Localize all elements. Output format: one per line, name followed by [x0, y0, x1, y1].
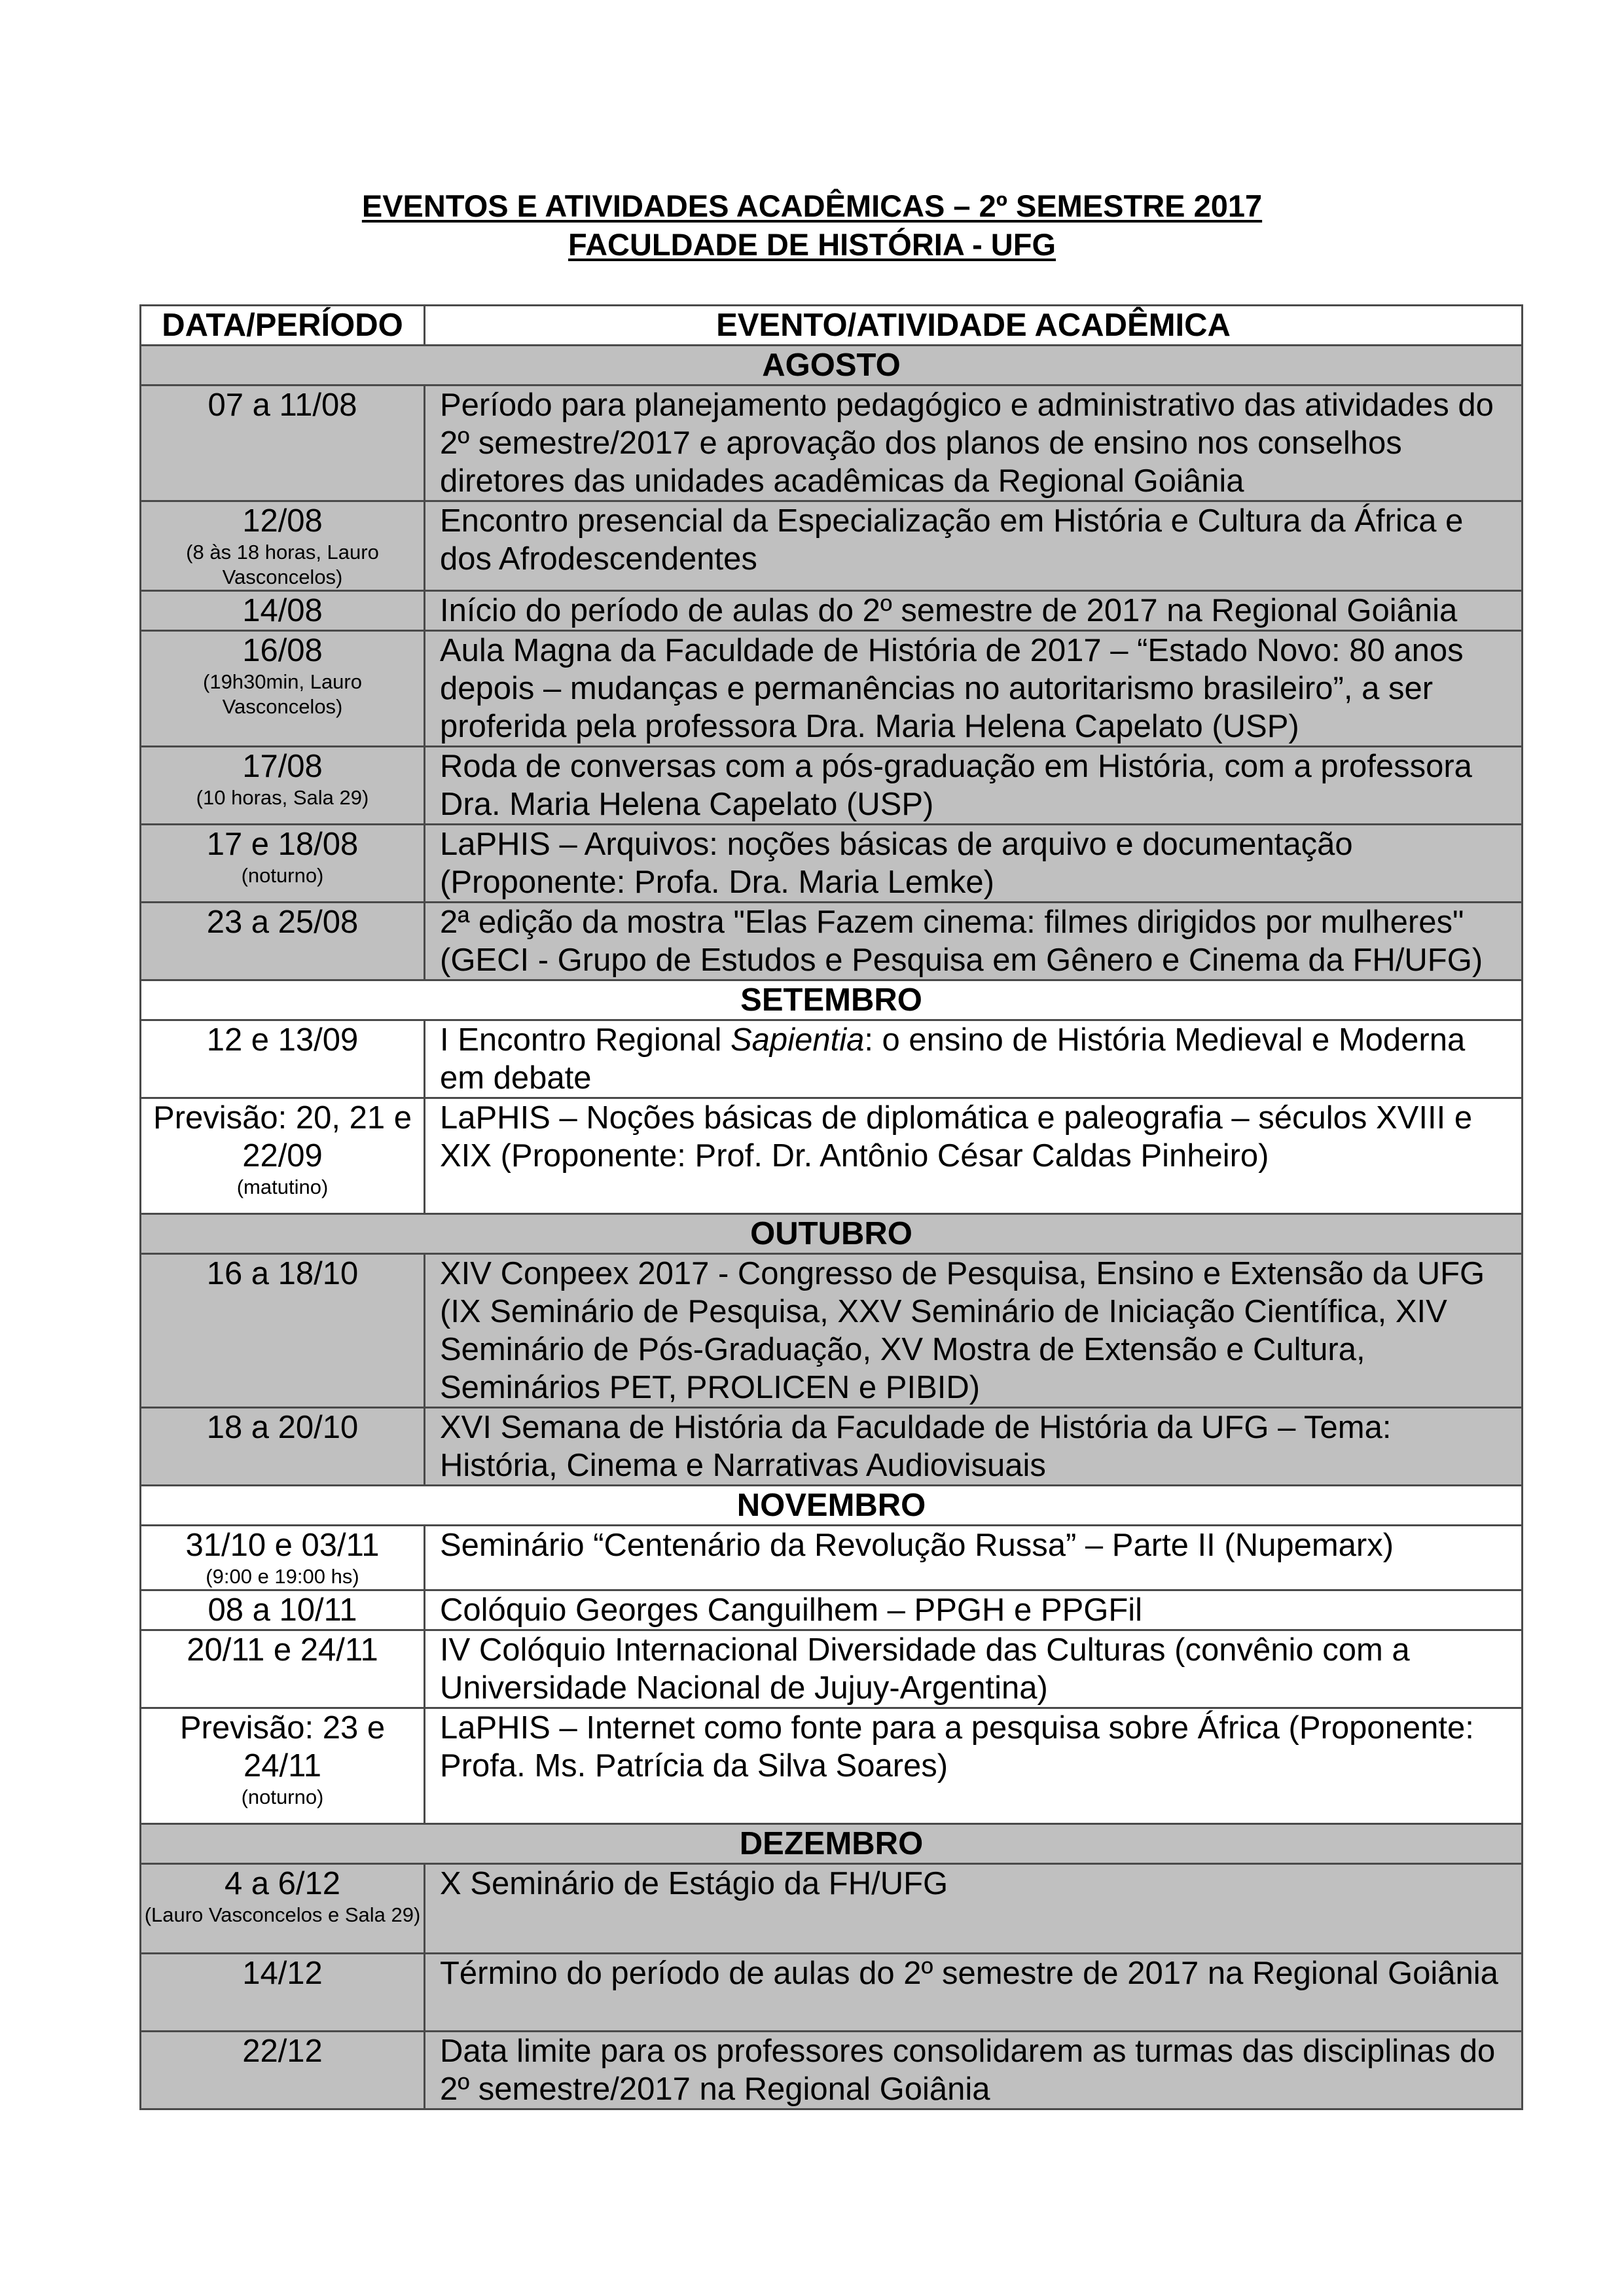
- event-description: IV Colóquio Internacional Diversidade das Culturas (convênio com a Universidade Nacional de Jujuy-Argentina): [425, 1630, 1523, 1708]
- event-date: 18 a 20/10: [141, 1408, 425, 1486]
- table-header-row: [141, 306, 1523, 346]
- table-row: [141, 1526, 1523, 1590]
- table-row: [141, 501, 1523, 591]
- event-date: 14/12: [141, 1954, 425, 2032]
- table-row: [141, 747, 1523, 825]
- month-row-agosto: [141, 346, 1523, 386]
- event-date: 17/08 (10 horas, Sala 29): [141, 747, 425, 825]
- document-title: [0, 187, 1624, 264]
- table-row: [141, 591, 1523, 631]
- event-date-note: (19h30min, Lauro Vasconcelos): [203, 670, 362, 718]
- event-date-note: (noturno): [241, 1785, 324, 1808]
- month-row-dezembro: [141, 1824, 1523, 1864]
- month-row-outubro: [141, 1214, 1523, 1254]
- table-row: [141, 631, 1523, 747]
- title-line-2: FACULDADE DE HISTÓRIA - UFG: [568, 227, 1056, 262]
- event-date: 16/08 (19h30min, Lauro Vasconcelos): [141, 631, 425, 747]
- table-row: [141, 903, 1523, 980]
- event-description: Seminário “Centenário da Revolução Russa” – Parte II (Nupemarx): [425, 1526, 1523, 1590]
- event-description: Término do período de aulas do 2º semestre de 2017 na Regional Goiânia: [425, 1954, 1523, 2032]
- table-row: [141, 1254, 1523, 1408]
- month-row-novembro: [141, 1486, 1523, 1526]
- event-date: 14/08: [141, 591, 425, 631]
- month-label: SETEMBRO: [141, 980, 1523, 1020]
- event-description: Período para planejamento pedagógico e administrativo das atividades do 2º semestre/2017 e aprovação dos planos de ensino nos conselhos diretores das unidades acadêmicas da Regional Goiânia: [425, 386, 1523, 501]
- event-date-note: (noturno): [241, 864, 324, 887]
- event-date-note: (10 horas, Sala 29): [196, 786, 369, 809]
- event-description: XIV Conpeex 2017 - Congresso de Pesquisa, Ensino e Extensão da UFG (IX Seminário de Pesquisa, XXV Seminário de Iniciação Científica, XIV Seminário de Pós-Graduação, XV Mostra de Extensão e Cultura, Seminários PET, PROLICEN e PIBID): [425, 1254, 1523, 1408]
- event-description: Colóquio Georges Canguilhem – PPGH e PPGFil: [425, 1590, 1523, 1630]
- event-date: 20/11 e 24/11: [141, 1630, 425, 1708]
- header-event: EVENTO/ATIVIDADE ACADÊMICA: [425, 306, 1523, 346]
- event-description: Aula Magna da Faculdade de História de 2017 – “Estado Novo: 80 anos depois – mudanças e permanências no autoritarismo brasileiro”, a ser proferida pela professora Dra. Maria Helena Capelato (USP): [425, 631, 1523, 747]
- title-line-1: EVENTOS E ATIVIDADES ACADÊMICAS – 2º SEMESTRE 2017: [361, 188, 1263, 223]
- table-row: [141, 1590, 1523, 1630]
- month-label: OUTUBRO: [141, 1214, 1523, 1254]
- event-date-note: (Lauro Vasconcelos e Sala 29): [144, 1903, 421, 1926]
- event-date: 07 a 11/08: [141, 386, 425, 501]
- event-description: Início do período de aulas do 2º semestre de 2017 na Regional Goiânia: [425, 591, 1523, 631]
- event-date: 08 a 10/11: [141, 1590, 425, 1630]
- month-label: DEZEMBRO: [141, 1824, 1523, 1864]
- event-date: 12 e 13/09: [141, 1020, 425, 1098]
- header-date: DATA/PERÍODO: [141, 306, 425, 346]
- event-date: Previsão: 23 e 24/11 (noturno): [141, 1708, 425, 1824]
- event-date: 22/12: [141, 2032, 425, 2109]
- month-label: NOVEMBRO: [141, 1486, 1523, 1526]
- table-row: [141, 1020, 1523, 1098]
- table-row: [141, 1954, 1523, 2032]
- event-date: 17 e 18/08 (noturno): [141, 825, 425, 903]
- event-date: Previsão: 20, 21 e 22/09 (matutino): [141, 1098, 425, 1214]
- month-label: AGOSTO: [141, 346, 1523, 386]
- event-date: 4 a 6/12 (Lauro Vasconcelos e Sala 29): [141, 1864, 425, 1954]
- event-description: X Seminário de Estágio da FH/UFG: [425, 1864, 1523, 1954]
- table-row: [141, 1630, 1523, 1708]
- table-row: [141, 1098, 1523, 1214]
- event-description: 2ª edição da mostra "Elas Fazem cinema: filmes dirigidos por mulheres" (GECI - Grupo de Estudos e Pesquisa em Gênero e Cinema da FH/UFG): [425, 903, 1523, 980]
- table-row: [141, 825, 1523, 903]
- table-row: [141, 1864, 1523, 1954]
- event-description: LaPHIS – Internet como fonte para a pesquisa sobre África (Proponente: Profa. Ms. Patrícia da Silva Soares): [425, 1708, 1523, 1824]
- event-description: Roda de conversas com a pós-graduação em História, com a professora Dra. Maria Helena Capelato (USP): [425, 747, 1523, 825]
- table-row: [141, 386, 1523, 501]
- event-date: 16 a 18/10: [141, 1254, 425, 1408]
- event-date: 31/10 e 03/11 (9:00 e 19:00 hs): [141, 1526, 425, 1590]
- event-description: Data limite para os professores consolidarem as turmas das disciplinas do 2º semestre/2017 na Regional Goiânia: [425, 2032, 1523, 2109]
- event-description: I Encontro Regional Sapientia: o ensino de História Medieval e Moderna em debate: [425, 1020, 1523, 1098]
- table-row: [141, 2032, 1523, 2109]
- events-table: [139, 304, 1523, 2110]
- table-row: [141, 1708, 1523, 1824]
- event-date-note: (9:00 e 19:00 hs): [206, 1565, 359, 1588]
- event-description: Encontro presencial da Especialização em História e Cultura da África e dos Afrodescendentes: [425, 501, 1523, 591]
- month-row-setembro: [141, 980, 1523, 1020]
- event-date: 12/08 (8 às 18 horas, Lauro Vasconcelos): [141, 501, 425, 591]
- event-date-note: (8 às 18 horas, Lauro Vasconcelos): [186, 541, 379, 588]
- event-date: 23 a 25/08: [141, 903, 425, 980]
- event-date-note: (matutino): [236, 1175, 329, 1198]
- event-description: LaPHIS – Arquivos: noções básicas de arquivo e documentação (Proponente: Profa. Dra. Maria Lemke): [425, 825, 1523, 903]
- event-description: LaPHIS – Noções básicas de diplomática e paleografia – séculos XVIII e XIX (Proponente: Prof. Dr. Antônio César Caldas Pinheiro): [425, 1098, 1523, 1214]
- table-row: [141, 1408, 1523, 1486]
- event-description: XVI Semana de História da Faculdade de História da UFG – Tema: História, Cinema e Narrativas Audiovisuais: [425, 1408, 1523, 1486]
